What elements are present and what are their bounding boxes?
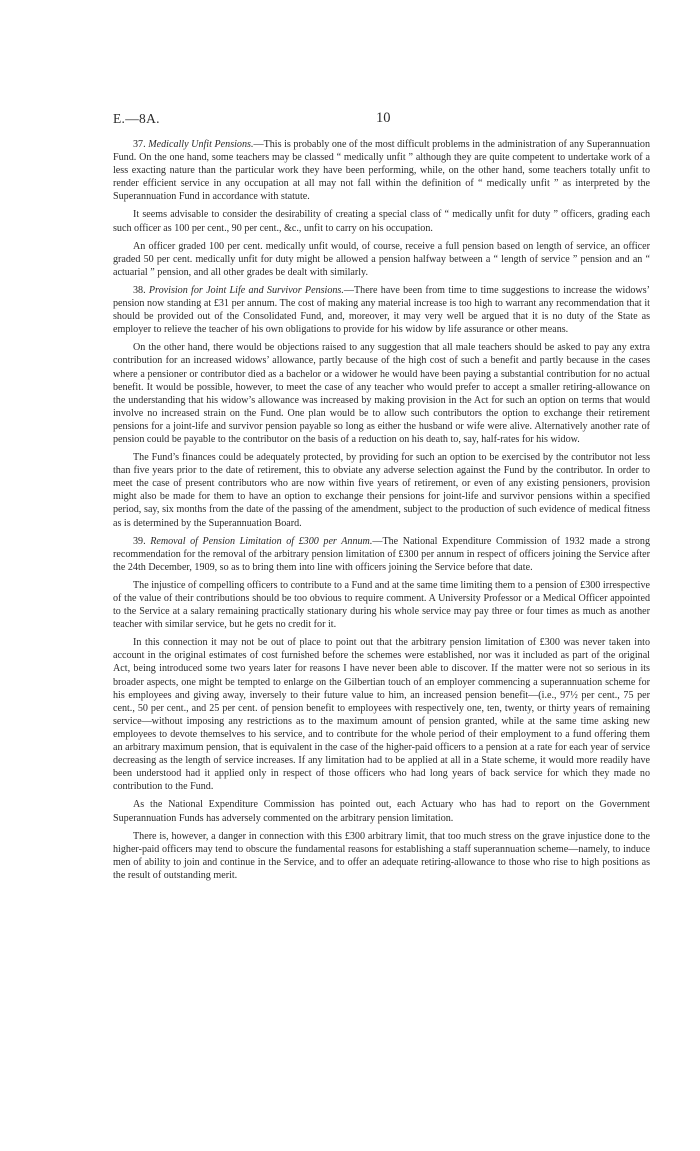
- body-text: [113, 138, 650, 882]
- section-heading: Provision for Joint Life and Survivor Pensions.: [148, 284, 344, 296]
- paragraph-38: [113, 284, 650, 336]
- section-number: 38.: [133, 284, 149, 296]
- paragraph-text: —This is probably one of the most difficult problems in the administration of any Superannuation Fund. On the one hand, some teachers may be classed “ medically unfit ” although they are quite competent to undertake work of a less exacting nature than the particular work they have been performing, while, on the other hand, some teachers totally unfit to render efficient service in any occupation at all may not fall within the definition of “ medically unfit ” as interpreted by the Superannuation Fund in accordance with statute.: [113, 139, 651, 203]
- section-heading: Medically Unfit Pensions.: [148, 139, 254, 150]
- paragraph-37: [113, 138, 650, 203]
- paragraph: As the National Expenditure Commission has pointed out, each Actuary who has had to report on the Government Superannuation Funds has adversely commented on the arbitrary pension limitation.: [113, 799, 650, 824]
- section-number: 37.: [133, 139, 149, 150]
- paragraph-text: —There have been from time to time suggestions to increase the widows’ pension now standing at £31 per annum. The cost of making any material increase is too high to warrant any recommendation that it should be provided out of the Consolidated Fund, and, moreover, it may very well be argued that it is no duty of the State as employer to relieve the teacher of his own obligations to provide for his widow by life assurance or other means.: [113, 284, 650, 336]
- paragraph: In this connection it may not be out of place to point out that the arbitrary pension limitation of £300 was never taken into account in the original estimates of cost furnished before the schemes were established, nor was it included as part of the original Act, being introduced some two years later for reasons I have never been able to discover. If the matter were not so serious in its broader aspects, one might be tempted to enlarge on the Gilbertian touch of an employer commencing a superannuation scheme for his employees and giving away, inversely to their future value to him, an increased pension benefit—(i.e., 97½ per cent., 75 per cent., 50 per cent., and 25 per cent. of pension benefit to employees with respectively one, ten, twenty, or thirty years of remaining service—without imposing any restrictions as to the maximum amount of pension granted, while at the same time asking new employees to devote themselves to his service, and to contribute for the whole period of their employment to a fund offering them an arbitrary maximum pension, that is equivalent in the case of the higher-paid officers to a pension at a rate for each year of service decreasing as the length of service increases. If any limitation had to be applied at all in a State scheme, it would more readily have been understood had it applied only in respect of those officers who had long years of back service for which they made no contribution to the Fund.: [113, 637, 650, 793]
- paragraph: There is, however, a danger in connection with this £300 arbitrary limit, that too much stress on the grave injustice done to the higher-paid officers may tend to obscure the fundamental reasons for establishing a staff superannuation scheme—namely, to induce men of ability to join and continue in the Service, and to offer an adequate retiring-allowance to those who rise to high positions as the result of outstanding merit.: [113, 830, 650, 881]
- page-reference: E.—8A.: [113, 111, 160, 126]
- paragraph: The Fund’s finances could be adequately protected, by providing for such an option to be exercised by the contributor not less than five years prior to the date of retirement, this to obviate any adverse selection against the Fund by the contributor. In order to meet the case of present contributors who are now within five years of retirement, or even of any existing pensioners, provision might also be made for them to have an option to exchange their pensions for joint-life and survivor pensions within a specified period, say, six months from the date of the passing of the amendment, subject to the production of such evidence of medical fitness as is determined by the Superannuation Board.: [113, 452, 650, 529]
- section-number: 39.: [133, 535, 151, 547]
- paragraph: An officer graded 100 per cent. medically unfit would, of course, receive a full pension based on length of service, an officer graded 50 per cent. medically unfit for duty might be allowed a pension halfway between a “ length of service ” pension and an “ actuarial ” pension, and all other grades be dealt with similarly.: [113, 240, 650, 278]
- paragraph-text: —The National Expenditure Commission of 1932 made a strong recommendation for the removal of the arbitrary pension limitation of £300 per annum in respect of officers joining the Service after the 24th December, 1909, so as to bring them into line with officers joining the Service before that date.: [113, 535, 650, 573]
- page-number: 10: [376, 110, 391, 126]
- paragraph: On the other hand, there would be objections raised to any suggestion that all male teachers should be asked to pay any extra contribution for an increased widows’ allowance, partly because of the high cost of such a benefit and partly because in the cases where a pensioner or contributor died as a bachelor or a widower he would have been paying a substantial contribution for no actual benefit. It would be possible, however, to meet the case of any teacher who would prefer to accept a smaller retiring-allowance on the understanding that his widow’s allowance was increased by making provision in the Act for such an option on terms that would involve no increased strain on the Fund. One plan would be to allow such contributors the option to exchange their retirement pensions for a joint-life and survivor pension payable so long as either the husband or wife were alive. Alternatively another rate of pension could be payable to the contributor on the basis of a reduction on his death to, say, half-rates for his widow.: [113, 342, 650, 445]
- paragraph: The injustice of compelling officers to contribute to a Fund and at the same time limiting them to a pension of £300 irrespective of the value of their contributions should be too obvious to require comment. A University Professor or a Medical Officer appointed to the Service at a salary remaining practically stationary during his whole service may pay three or four times as much as another teacher with similar service, but he gets no credit for it.: [113, 579, 650, 631]
- paragraph-39: [113, 535, 650, 574]
- section-heading: Removal of Pension Limitation of £300 per Annum.: [150, 535, 373, 547]
- paragraph: It seems advisable to consider the desirability of creating a special class of “ medically unfit for duty ” officers, grading each such officer as 100 per cent., 90 per cent., &c., unfit to carry on his occupation.: [113, 209, 650, 234]
